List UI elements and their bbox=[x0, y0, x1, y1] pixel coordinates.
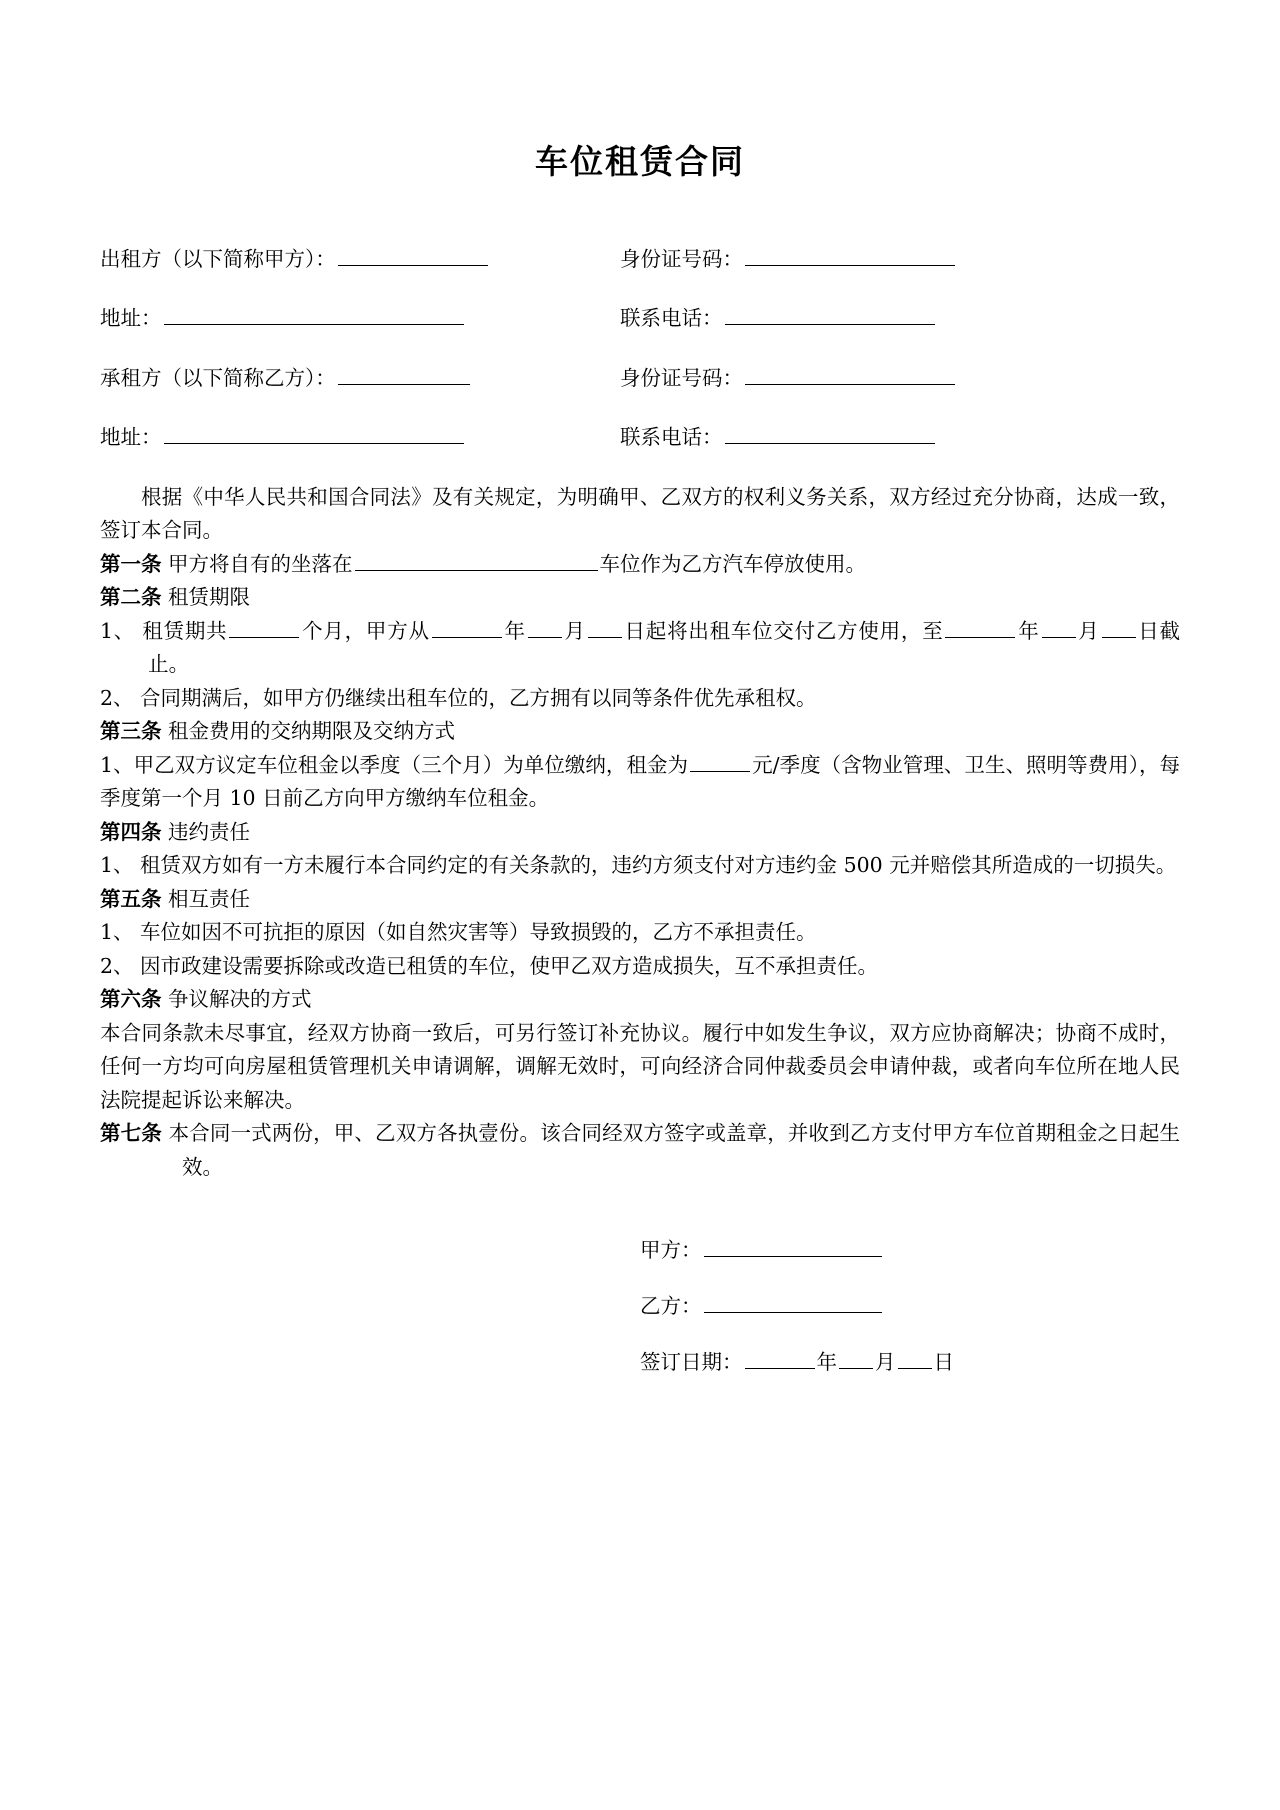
landlord-address-field[interactable] bbox=[100, 303, 620, 334]
tenant-phone-field[interactable] bbox=[620, 421, 1180, 452]
signature-party-a-blank[interactable] bbox=[704, 1234, 882, 1257]
clause-4-title: 违约责任 bbox=[168, 819, 251, 844]
clause-5-item-1: 1、 车位如因不可抗拒的原因（如自然灾害等）导致损毁的，乙方不承担责任。 bbox=[100, 920, 817, 945]
clause-7-heading: 第七条 bbox=[100, 1121, 162, 1146]
landlord-address-label: 地址： bbox=[100, 306, 162, 331]
tenant-address-label: 地址： bbox=[100, 424, 162, 449]
clause-4-item-1: 1、 租赁双方如有一方未履行本合同约定的有关条款的，违约方须支付对方违约金 500 元并赔偿其所造成的一切损失。 bbox=[100, 853, 1177, 878]
start-day-blank[interactable] bbox=[588, 615, 622, 638]
rent-amount-blank[interactable] bbox=[690, 749, 750, 772]
landlord-name-blank[interactable] bbox=[338, 244, 488, 267]
signature-section bbox=[0, 1234, 1280, 1378]
clause-2-item-1-h: 日截止。 bbox=[148, 618, 1181, 677]
signature-year-label: 年 bbox=[816, 1350, 837, 1375]
end-year-blank[interactable] bbox=[945, 615, 1015, 638]
signature-day-label: 日 bbox=[933, 1350, 954, 1375]
clause-6 bbox=[100, 983, 1180, 1017]
clause-3-item-1-a: 1、甲乙双方议定车位租金以季度（三个月）为单位缴纳，租金为 bbox=[100, 752, 689, 777]
clause-2 bbox=[100, 581, 1180, 615]
tenant-id-label: 身份证号码： bbox=[620, 365, 743, 390]
parking-location-blank[interactable] bbox=[355, 548, 598, 571]
clause-5-item-2: 2、 因市政建设需要拆除或改造已租赁的车位，使甲乙双方造成损失，互不承担责任。 bbox=[100, 953, 879, 978]
landlord-name-field[interactable] bbox=[100, 244, 620, 275]
tenant-name-blank[interactable] bbox=[338, 362, 470, 385]
clause-2-item-1-g: 月 bbox=[1077, 618, 1100, 643]
clause-5 bbox=[100, 883, 1180, 917]
clause-2-heading: 第二条 bbox=[100, 585, 162, 610]
clause-4-heading: 第四条 bbox=[100, 819, 162, 844]
start-year-blank[interactable] bbox=[432, 615, 502, 638]
clause-4 bbox=[100, 816, 1180, 850]
clause-2-item-1-d: 月 bbox=[563, 618, 586, 643]
tenant-id-blank[interactable] bbox=[745, 362, 955, 385]
end-day-blank[interactable] bbox=[1102, 615, 1136, 638]
preamble-paragraph: 根据《中华人民共和国合同法》及有关规定，为明确甲、乙双方的权利义务关系，双方经过充分协商，达成一致，签订本合同。 bbox=[100, 484, 1180, 543]
signature-date-label: 签订日期： bbox=[640, 1350, 743, 1375]
clause-7-text: 本合同一式两份，甲、乙双方各执壹份。该合同经双方签字或盖章，并收到乙方支付甲方车位首期租金之日起生效。 bbox=[168, 1121, 1181, 1179]
landlord-id-blank[interactable] bbox=[745, 244, 955, 267]
signature-party-b-blank[interactable] bbox=[704, 1290, 882, 1313]
tenant-id-field[interactable] bbox=[620, 362, 1180, 393]
tenant-phone-blank[interactable] bbox=[725, 421, 935, 444]
clause-3-heading: 第三条 bbox=[100, 719, 162, 744]
landlord-name-label: 出租方（以下简称甲方）： bbox=[100, 247, 336, 272]
clause-6-heading: 第六条 bbox=[100, 987, 162, 1012]
contract-body bbox=[0, 481, 1280, 1185]
clause-3 bbox=[100, 715, 1180, 749]
clause-1-text-b: 车位作为乙方汽车停放使用。 bbox=[599, 551, 867, 576]
landlord-address-blank[interactable] bbox=[164, 303, 464, 326]
signature-year-blank[interactable] bbox=[745, 1347, 815, 1370]
signature-party-b[interactable] bbox=[640, 1290, 1280, 1321]
party-row bbox=[100, 244, 1180, 275]
landlord-phone-blank[interactable] bbox=[725, 303, 935, 326]
end-month-blank[interactable] bbox=[1042, 615, 1076, 638]
clause-3-title: 租金费用的交纳期限及交纳方式 bbox=[168, 719, 456, 744]
clause-6-text: 本合同条款未尽事宜，经双方协商一致后，可另行签订补充协议。履行中如发生争议，双方应协商解决；协商不成时，任何一方均可向房屋租赁管理机关申请调解，调解无效时，可向经济合同仲裁委员会申请仲裁，或者向车位所在地人民法院提起诉讼来解决。 bbox=[100, 1020, 1180, 1112]
start-month-blank[interactable] bbox=[528, 615, 562, 638]
clause-2-title: 租赁期限 bbox=[168, 585, 251, 610]
parties-section bbox=[0, 244, 1280, 453]
page-title: 车位租赁合同 bbox=[535, 142, 745, 181]
clause-5-heading: 第五条 bbox=[100, 886, 162, 911]
clause-6-title: 争议解决的方式 bbox=[168, 987, 312, 1012]
landlord-id-field[interactable] bbox=[620, 244, 1180, 275]
signature-month-label: 月 bbox=[875, 1350, 896, 1375]
landlord-id-label: 身份证号码： bbox=[620, 247, 743, 272]
party-row bbox=[100, 421, 1180, 452]
landlord-phone-field[interactable] bbox=[620, 303, 1180, 334]
signature-date[interactable] bbox=[640, 1347, 1280, 1378]
clause-2-item-2: 2、 合同期满后，如甲方仍继续出租车位的，乙方拥有以同等条件优先承租权。 bbox=[100, 685, 817, 710]
signature-day-blank[interactable] bbox=[898, 1347, 932, 1370]
signature-month-blank[interactable] bbox=[839, 1347, 873, 1370]
clause-1-text-a: 甲方将自有的坐落在 bbox=[168, 551, 353, 576]
signature-party-a[interactable] bbox=[640, 1234, 1280, 1265]
tenant-phone-label: 联系电话： bbox=[620, 424, 723, 449]
lease-months-blank[interactable] bbox=[229, 615, 299, 638]
tenant-address-blank[interactable] bbox=[164, 421, 464, 444]
clause-2-item-1-f: 年 bbox=[1017, 618, 1040, 643]
party-row bbox=[100, 303, 1180, 334]
tenant-address-field[interactable] bbox=[100, 421, 620, 452]
signature-party-a-label: 甲方： bbox=[640, 1237, 702, 1262]
clause-1 bbox=[100, 548, 1180, 582]
tenant-name-label: 承租方（以下简称乙方）： bbox=[100, 365, 336, 390]
clause-2-item-1-e: 日起将出租车位交付乙方使用，至 bbox=[623, 618, 944, 643]
clause-2-item-1-b: 个月，甲方从 bbox=[301, 618, 430, 643]
clause-5-title: 相互责任 bbox=[168, 886, 251, 911]
clause-1-heading: 第一条 bbox=[100, 551, 162, 576]
tenant-name-field[interactable] bbox=[100, 362, 620, 393]
clause-3-item-1-b: 元/季度（含物业管理、卫生、照明等费用），每季度第一个月 10 日前乙方向甲方缴纳车位租金。 bbox=[100, 752, 1181, 811]
landlord-phone-label: 联系电话： bbox=[620, 306, 723, 331]
clause-7 bbox=[100, 1117, 1180, 1184]
clause-3-item-1 bbox=[100, 749, 1180, 816]
signature-party-b-label: 乙方： bbox=[640, 1293, 702, 1318]
clause-2-item-1-c: 年 bbox=[503, 618, 526, 643]
clause-2-item-1-a: 1、 租赁期共 bbox=[100, 618, 228, 643]
clause-2-item-1 bbox=[100, 615, 1180, 682]
party-row bbox=[100, 362, 1180, 393]
